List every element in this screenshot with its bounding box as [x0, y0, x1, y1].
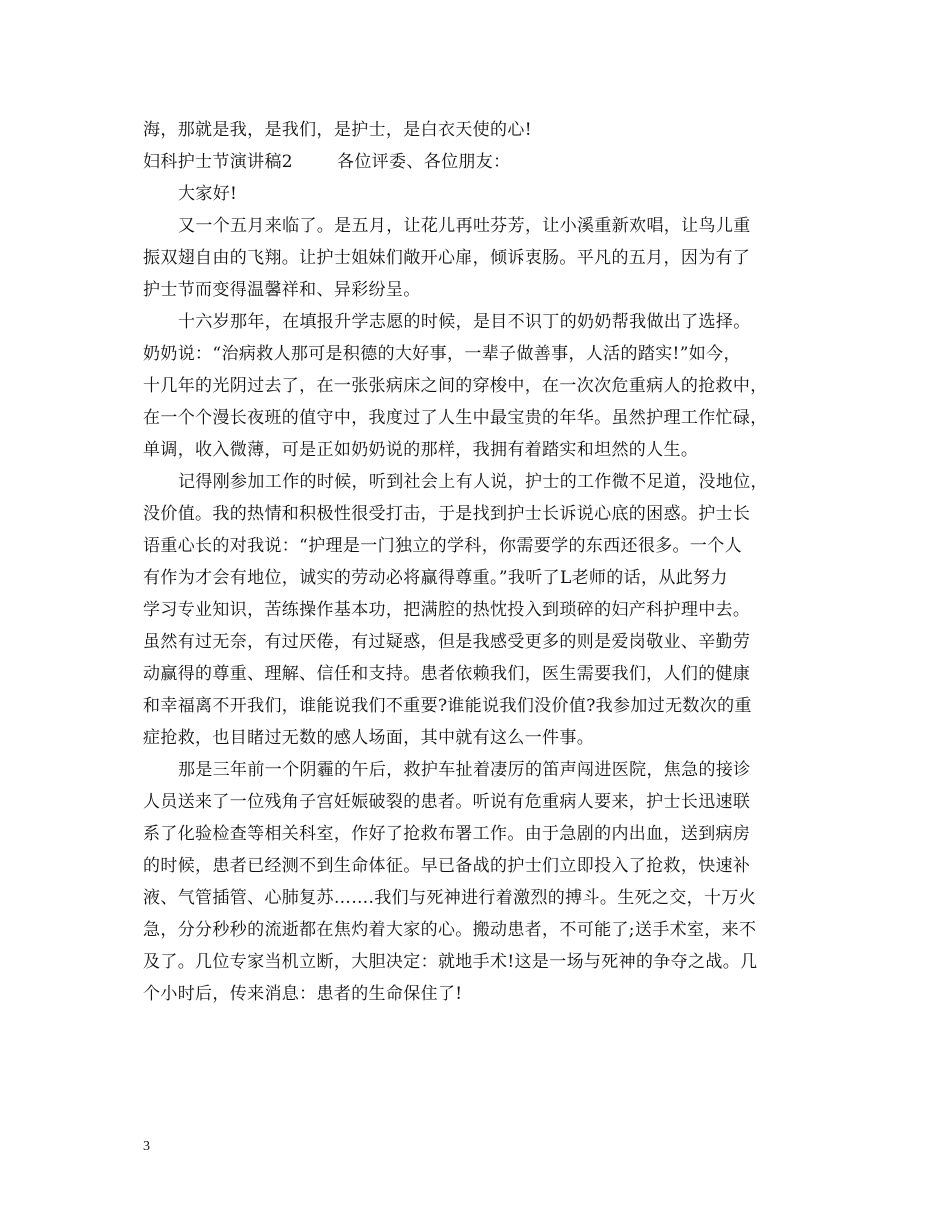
title-line — [143, 146, 808, 178]
paragraph-line: 语重心长的对我说：“护理是一门独立的学科，你需要学的东西还很多。一个人 — [143, 536, 742, 556]
paragraph-line: 的时候，患者已经测不到生命体征。早已备战的护士们立即投入了抢救，快速补 — [143, 856, 751, 876]
paragraph-line: 护士节而变得温馨祥和、异彩纷呈。 — [143, 280, 421, 300]
paragraph-line: 液、气管插管、心肺复苏…….我们与死神进行着激烈的搏斗。生死之交，十万火 — [143, 888, 757, 908]
speech-title: 妇科护士节演讲稿2 — [143, 152, 293, 172]
paragraph-1 — [143, 210, 808, 306]
paragraph-line: 没价值。我的热情和积极性很受打击，于是找到护士长诉说心底的困惑。护士长 — [143, 504, 751, 524]
paragraph-line: 记得刚参加工作的时候，听到社会上有人说，护士的工作微不足道，没地位， — [178, 472, 768, 492]
greeting: 大家好! — [178, 184, 238, 204]
paragraph-line: 奶奶说：“治病救人那可是积德的大好事，一辈子做善事，人活的踏实!”如今， — [143, 344, 741, 364]
paragraph-2 — [143, 306, 808, 466]
paragraph-line: 急，分分秒秒的流逝都在焦灼着大家的心。搬动患者，不可能了;送手术室，来不 — [143, 920, 757, 940]
paragraph-line: 及了。几位专家当机立断，大胆决定：就地手术!这是一场与死神的争夺之战。几 — [143, 952, 758, 972]
paragraph-line: 系了化验检查等相关科室，作好了抢救布署工作。由于急剧的内出血，送到病房 — [143, 824, 751, 844]
paragraph-line: 动赢得的尊重、理解、信任和支持。患者依赖我们，医生需要我们，人们的健康 — [143, 664, 751, 684]
paragraph-line: 十几年的光阴过去了，在一张张病床之间的穿梭中，在一次次危重病人的抢救中， — [143, 376, 768, 396]
paragraph-line: 有作为才会有地位，诚实的劳动必将赢得尊重。”我听了L老师的话，从此努力 — [143, 568, 728, 588]
paragraph-line: 人员送来了一位残角子宫妊娠破裂的患者。听说有危重病人要来，护士长迅速联 — [143, 792, 751, 812]
paragraph-line: 在一个个漫长夜班的值守中，我度过了人生中最宝贵的年华。虽然护理工作忙碌， — [143, 408, 768, 428]
paragraph-line: 那是三年前一个阴霾的午后，救护车扯着凄厉的笛声闯进医院，焦急的接诊 — [178, 760, 751, 780]
paragraph-line: 虽然有过无奈，有过厌倦，有过疑惑，但是我感受更多的则是爱岗敬业、辛勤劳 — [143, 632, 751, 652]
paragraph-line: 单调，收入微薄，可是正如奶奶说的那样，我拥有着踏实和坦然的人生。 — [143, 440, 699, 460]
salutation: 各位评委、各位朋友： — [336, 152, 511, 172]
paragraph-line: 学习专业知识，苦练操作基本功，把满腔的热忱投入到琐碎的妇产科护理中去。 — [143, 600, 751, 620]
paragraph-line: 十六岁那年，在填报升学志愿的时候，是目不识丁的奶奶帮我做出了选择。 — [178, 312, 751, 332]
page-number: 3 — [143, 1139, 150, 1154]
paragraph-line: 和幸福离不开我们，谁能说我们不重要?谁能说我们没价值?我参加过无数次的重 — [143, 696, 752, 716]
continuation-line: 海，那就是我，是我们，是护士，是白衣天使的心! — [143, 120, 532, 140]
paragraph-line: 又一个五月来临了。是五月，让花儿再吐芬芳，让小溪重新欢唱，让鸟儿重 — [178, 216, 751, 236]
paragraph-line: 个小时后，传来消息：患者的生命保住了! — [143, 984, 463, 1004]
document-body — [143, 114, 808, 1010]
paragraph-3 — [143, 466, 808, 754]
paragraph-line: 症抢救，也目睹过无数的感人场面，其中就有这么一件事。 — [143, 728, 595, 748]
paragraph-4 — [143, 754, 808, 1010]
paragraph-line: 振双翅自由的飞翔。让护士姐妹们敞开心扉，倾诉衷肠。平凡的五月，因为有了 — [143, 248, 751, 268]
